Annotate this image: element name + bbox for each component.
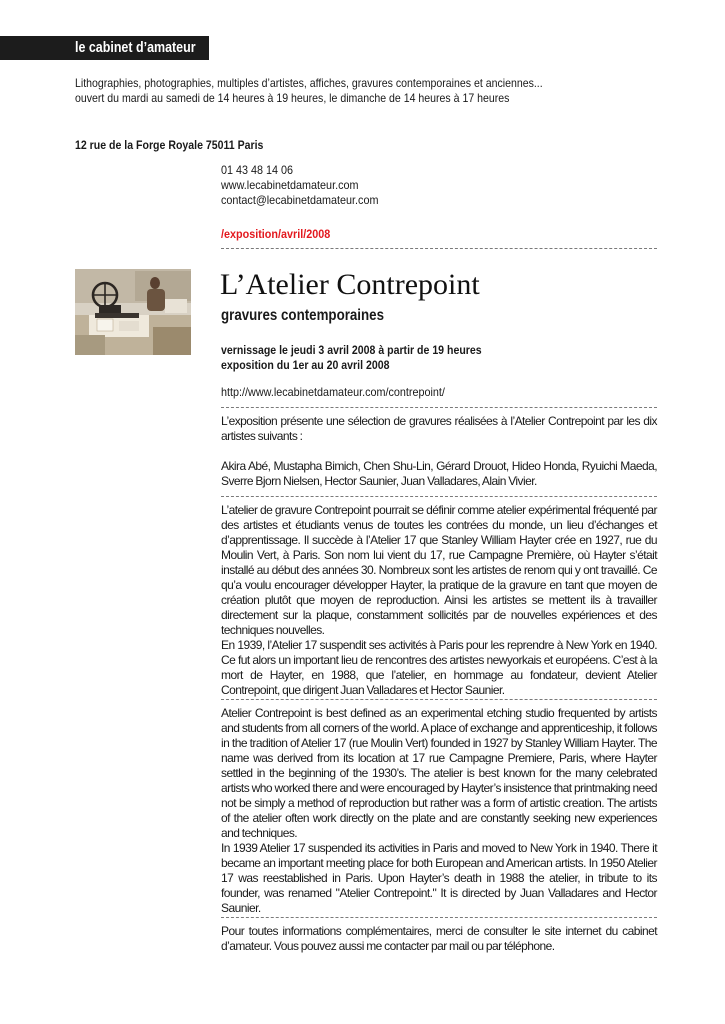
intro-line-hours: ouvert du mardi au samedi de 14 heures à 19 heures, le dimanche de 14 heures à 17 heures — [75, 91, 510, 105]
exhibition-tag: /exposition/avril/2008 — [221, 227, 331, 241]
brand-name[interactable]: le cabinet d’amateur — [75, 40, 196, 56]
closing-note: Pour toutes informations complémentaires, merci de consulter le site internet du cabinet d’amateur. Vous pouvez aussi me contacter par mail ou par téléphone. — [221, 924, 657, 953]
separator — [221, 699, 657, 700]
dates-line: exposition du 1er au 20 avril 2008 — [221, 358, 390, 372]
english-description — [221, 706, 657, 916]
french-paragraph-history: L’atelier de gravure Contrepoint pourrait se définir comme atelier expérimental fréquenté par des artistes et étudiants venus de toutes les contrées du monde, un lieu d’échanges et d’apprentissage. Il succède à l’Atelier 17 que Stanley William Hayter crée en 1927, rue du Moulin Vert, à Paris. Son nom lui vient du 17, rue Campagne Première, où Hayter s’était installé au début des années 30. Nombreux sont les artistes de renom qui y ont travaillé. Ce qu’a voulu encourager développer Hayter, la pratique de la gravure en tant que moyen de création plutôt que moyen de reproduction. Ainsi les artistes se mettent ils à travailler directement sur la plaque, constamment sollicités par de nouvelles expériences et des techniques nouvelles. — [221, 503, 657, 637]
separator — [221, 496, 657, 497]
selection-intro: L’exposition présente une sélection de gravures réalisées à l’Atelier Contrepoint par les dix artistes suivants : — [221, 414, 657, 443]
french-description — [221, 503, 657, 698]
website-link[interactable]: www.lecabinetdamateur.com — [221, 178, 359, 192]
english-paragraph-history: Atelier Contrepoint is best defined as an experimental etching studio frequented by artists and students from all corners of the world. A place of exchange and apprenticeship, it follows in the tradition of Atelier 17 (rue Moulin Vert) founded in 1927 by Stanley William Hayter. The name was derived from its location at 17 rue Campagne Premiere, Paris, where Hayter settled in the beginning of the 1930’s. The atelier is best known for the many celebrated artists who worked there and were encouraged by Hayter’s insistence that printmaking need not be simply a method of reproduction but rather was a form of artistic creation. The artists of the atelier often work directly on the plate and are constantly seeking new experiences and techniques. — [221, 706, 657, 840]
exhibition-title: L’Atelier Contrepoint — [220, 268, 480, 301]
email-link[interactable]: contact@lecabinetdamateur.com — [221, 193, 379, 207]
atelier-photo — [75, 269, 191, 355]
exhibition-url[interactable]: http://www.lecabinetdamateur.com/contrepoint/ — [221, 385, 445, 399]
intro-line-offer: Lithographies, photographies, multiples d’artistes, affiches, gravures contemporaines et anciennes... — [75, 76, 543, 90]
english-paragraph-newyork: In 1939 Atelier 17 suspended its activities in Paris and moved to New York in 1940. There it became an important meeting place for both European and American artists. In 1950 Atelier 17 was reestablished in Paris. Upon Hayter’s death in 1988 the atelier, in tribute to its founder, was renamed "Atelier Contrepoint." It is directed by Juan Valladares and Hector Saunier. — [221, 841, 657, 915]
contact-block — [221, 163, 396, 208]
exhibition-subtitle: gravures contemporaines — [221, 307, 384, 324]
phone-number: 01 43 48 14 06 — [221, 163, 294, 177]
separator — [221, 917, 657, 918]
address: 12 rue de la Forge Royale 75011 Paris — [75, 138, 264, 152]
opening-line: vernissage le jeudi 3 avril 2008 à partir de 19 heures — [221, 343, 482, 357]
exhibition-dates — [221, 343, 517, 373]
french-paragraph-newyork: En 1939, l’Atelier 17 suspendit ses activités à Paris pour les reprendre à New York en 1940. Ce fut alors un important lieu de rencontres des artistes newyorkais et européens. C’est à la mort de Hayter, en 1988, que l’atelier, en hommage au fondateur, devient Atelier Contrepoint, que dirigent Juan Valladares et Hector Saunier. — [221, 638, 657, 697]
artists-list: Akira Abé, Mustapha Bimich, Chen Shu-Lin, Gérard Drouot, Hideo Honda, Ryuichi Maeda, Sverre Bjorn Nielsen, Hector Saunier, Juan Valladares, Alain Vivier. — [221, 459, 657, 488]
separator — [221, 248, 657, 249]
separator — [221, 407, 657, 408]
intro-text — [75, 76, 635, 106]
